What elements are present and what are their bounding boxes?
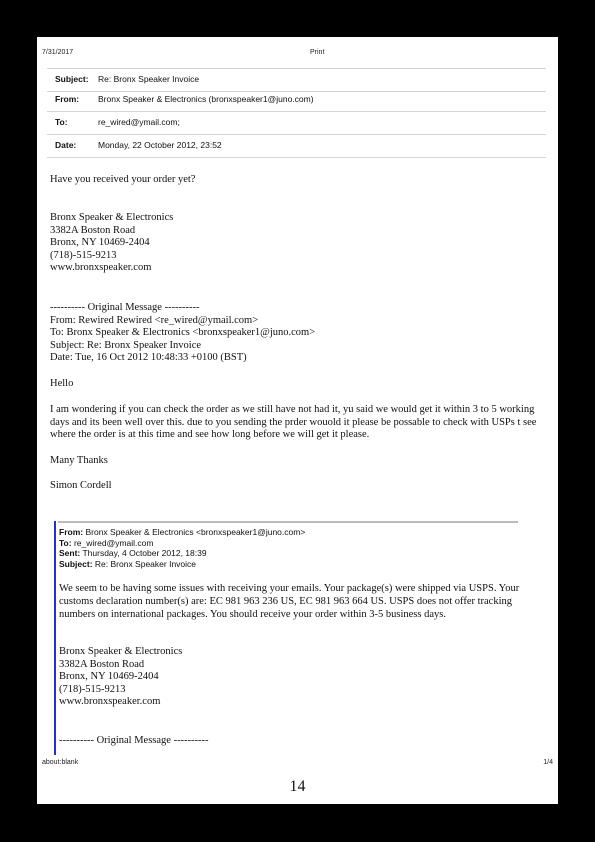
header-row-date	[47, 134, 546, 158]
quoted-from	[59, 527, 305, 537]
subject-label: Subject:	[55, 74, 89, 84]
quote-divider	[58, 521, 518, 523]
quoted-signature-line: Bronx, NY 10469-2404	[59, 671, 159, 682]
original-greeting: Hello	[50, 378, 74, 389]
print-title: Print	[310, 49, 325, 56]
quoted-to	[59, 538, 153, 548]
quoted-original-divider: ---------- Original Message ----------	[59, 735, 209, 746]
signature-line: (718)-515-9213	[50, 249, 117, 261]
date-label: Date:	[55, 140, 77, 150]
quoted-signature-line: www.bronxspeaker.com	[59, 696, 161, 707]
original-from: From: Rewired Rewired <re_wired@ymail.com>	[50, 314, 259, 326]
quoted-subject-value: Re: Bronx Speaker Invoice	[94, 558, 197, 569]
original-subject: Subject: Re: Bronx Speaker Invoice	[50, 339, 202, 351]
to-value: re_wired@ymail.com;	[98, 117, 180, 127]
quoted-message: We seem to be having some issues with receiving your emails. Your package(s) were shipped via USPS. Your customs declaration number(s) are: EC 981 963 236 US, EC 981 963 664 US. USPS does not offer tracking numbers on international packages. You should receive your order within 3-5 business days.	[59, 583, 520, 620]
original-to: To: Bronx Speaker & Electronics <bronxspeaker1@juno.com>	[50, 327, 316, 338]
to-label: To:	[55, 117, 68, 127]
quoted-to-label: To:	[59, 537, 72, 548]
from-value: Bronx Speaker & Electronics (bronxspeaker1@juno.com)	[98, 94, 314, 104]
signature-line: Bronx, NY 10469-2404	[50, 237, 150, 248]
quoted-from-label: From:	[59, 527, 84, 537]
quoted-signature-line: (718)-515-9213	[59, 683, 126, 695]
header-row-to	[47, 111, 546, 135]
quoted-sent	[59, 548, 207, 558]
footer-page-indicator: 1/4	[543, 759, 553, 766]
original-date: Date: Tue, 16 Oct 2012 10:48:33 +0100 (BST)	[50, 352, 247, 363]
quote-bar	[54, 521, 56, 755]
original-sender-name: Simon Cordell	[50, 480, 112, 491]
quoted-to-value: re_wired@ymail.com	[73, 537, 154, 548]
quoted-signature-line: Bronx Speaker & Electronics	[59, 646, 183, 657]
quoted-signature-line: 3382A Boston Road	[59, 658, 145, 670]
original-message-divider: ---------- Original Message ----------	[50, 302, 200, 313]
quoted-sent-label: Sent:	[59, 548, 81, 558]
quoted-subject-label: Subject:	[59, 558, 93, 569]
quoted-sent-value: Thursday, 4 October 2012, 18:39	[82, 548, 207, 558]
original-message: I am wondering if you can check the order as we still have not had it, yu said we would get it within 3 to 5 working days and its been well over this. due to you sending the prder wouold it please be possable to check with USPs t see where the order is at this time and see how long before we will get it please.	[50, 404, 537, 441]
document-page	[37, 37, 558, 804]
page-number: 14	[289, 778, 306, 795]
footer-url: about:blank	[42, 759, 79, 766]
from-label: From:	[55, 94, 80, 104]
signature-line: Bronx Speaker & Electronics	[50, 212, 174, 223]
signature-line: 3382A Boston Road	[50, 224, 136, 236]
date-value: Monday, 22 October 2012, 23:52	[98, 140, 222, 150]
original-thanks: Many Thanks	[50, 455, 108, 466]
subject-value: Re: Bronx Speaker Invoice	[98, 74, 200, 84]
quoted-from-value: Bronx Speaker & Electronics <bronxspeaker1@juno.com>	[85, 527, 306, 537]
print-date: 7/31/2017	[42, 49, 74, 56]
header-row-from	[47, 88, 546, 112]
signature-line: www.bronxspeaker.com	[50, 262, 152, 273]
body-question: Have you received your order yet?	[50, 174, 196, 185]
quoted-subject	[59, 559, 196, 569]
